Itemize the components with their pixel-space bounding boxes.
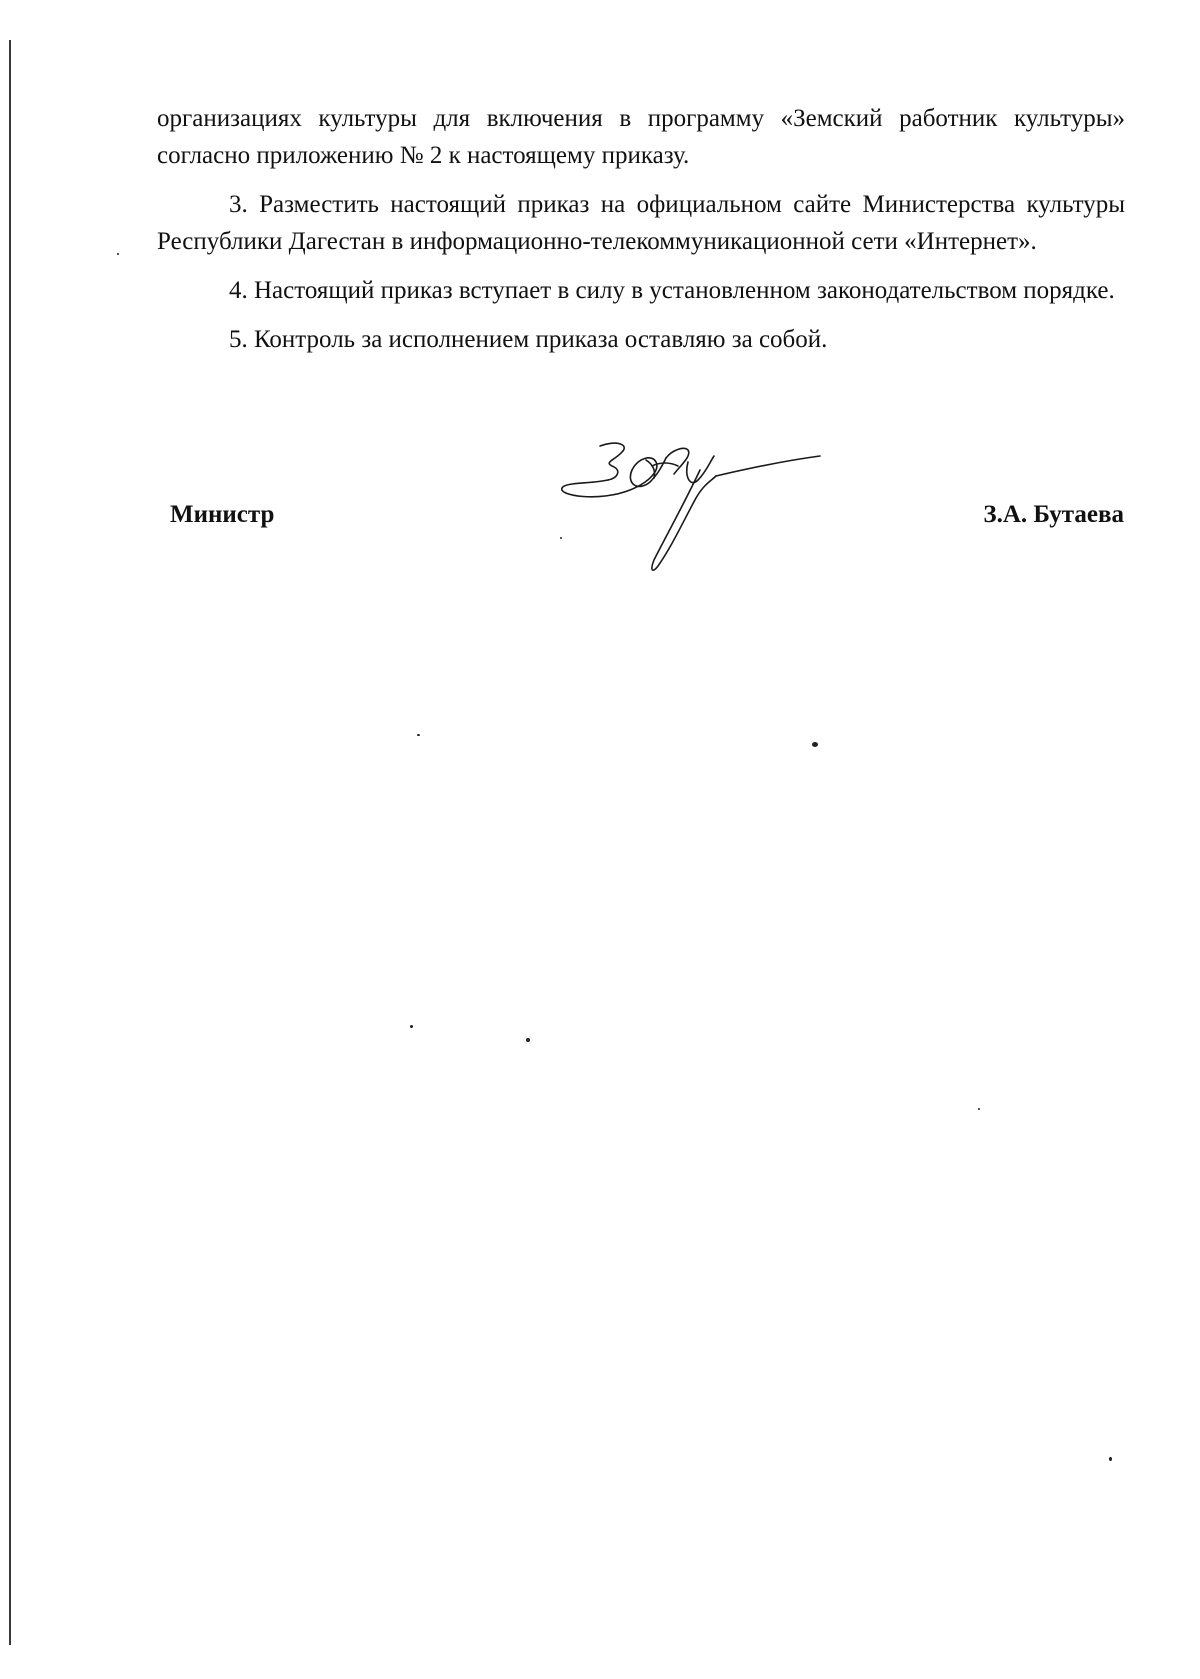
scan-speck <box>410 1025 413 1028</box>
scan-speck <box>1109 1457 1112 1461</box>
paragraph-item-3: 3. Разместить настоящий приказ на официальном сайте Министерства культуры Республики Дагестан в информационно-телекоммуникационной сети «Интернет». <box>157 191 1125 255</box>
scan-speck <box>560 537 562 539</box>
paragraph-continuation: организациях культуры для включения в программу «Земский работник культуры» согласно приложению № 2 к настоящему приказу. <box>157 105 1125 169</box>
scan-speck <box>417 734 420 736</box>
paragraph-item-5: 5. Контроль за исполнением приказа оставляю за собой. <box>229 326 828 353</box>
handwritten-signature-icon <box>560 440 850 590</box>
scan-edge-line <box>9 40 11 1645</box>
document-body <box>157 100 1125 370</box>
scan-speck <box>526 1038 530 1042</box>
scan-speck <box>812 742 818 747</box>
paragraph-item-4: 4. Настоящий приказ вступает в силу в установленном законодательством порядке. <box>229 277 1115 304</box>
signatory-title: Министр <box>170 501 275 528</box>
signatory-name: З.А. Бутаева <box>983 501 1124 528</box>
scan-speck <box>978 1108 980 1110</box>
scan-speck <box>117 253 119 255</box>
